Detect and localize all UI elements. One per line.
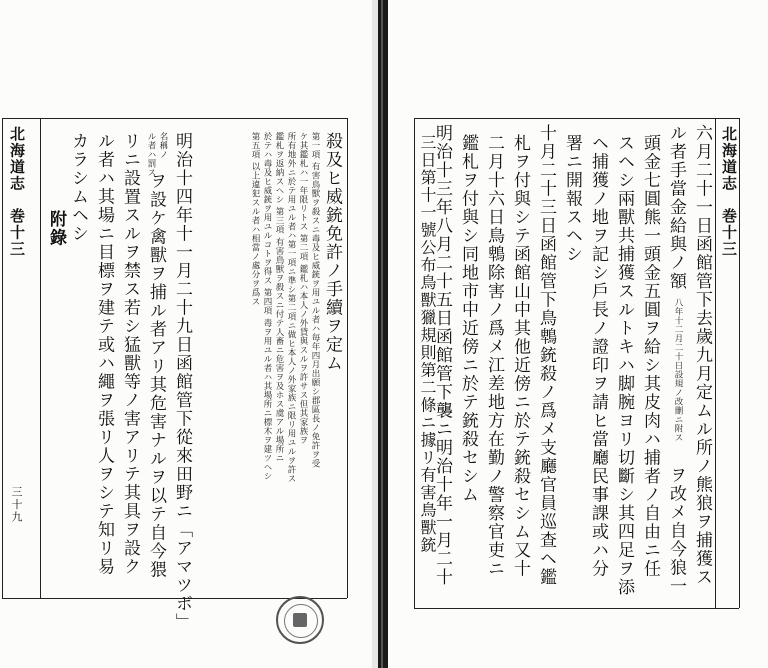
left-frame-top-line bbox=[2, 118, 347, 119]
right-header-column-line bbox=[715, 118, 716, 608]
left-running-head: 北海道志 bbox=[8, 126, 26, 192]
left-entry-2a: ヲ設ケ禽獸ヲ捕ル者アリ其危害ナルヲ以テ自今猥 bbox=[146, 172, 166, 579]
right-entry-2b: 札ヲ付與シテ函館山中其他近傍ニ於テ銃殺セシム又十 bbox=[510, 134, 530, 578]
right-page bbox=[388, 0, 768, 668]
left-page-number: 三十九 bbox=[10, 486, 23, 524]
right-entry-1e: スヘシ兩獸共捕獲スルトキハ脚腕ヨリ切斷シ其四足ヲ添 bbox=[614, 134, 634, 597]
right-note-1: 八年十二月二十日設規ノ改刪ニ附ス bbox=[673, 298, 683, 442]
left-note-1f: 第五項 以上違犯スル者ハ相當ノ處分ヲ爲ス bbox=[250, 132, 260, 307]
left-note-1e: 於テハ毒及ヒ威銃ヲ用ユルコトヲ得ス 第四項 毒ヲ用ユル者ハ其場所ニ標木ヲ建ツヘシ bbox=[262, 132, 272, 481]
left-volume-label: 巻十三 bbox=[8, 208, 26, 258]
right-entry-1g: 署ニ開報スヘシ bbox=[562, 134, 582, 264]
left-entry-2d: カラシムヘシ bbox=[68, 132, 88, 243]
right-frame-inner-line bbox=[414, 118, 415, 608]
right-entry-3b: 三日第十一號公布鳥獸獵規則第二條ニ據リ有害鳥獸銃 bbox=[418, 134, 437, 554]
right-entry-1f: ヘ捕獲ノ地ヲ記シ戶長ノ證印ヲ請ヒ當廳民事課或ハ分 bbox=[588, 134, 608, 578]
left-entry-1: 明治十四年十一月二十九日函館管下從來田野ニ「アマツボ」 bbox=[172, 132, 192, 632]
right-entry-3a: 明治十三年八月二十五日函館管下襲ニ明治十年一月二十 bbox=[432, 124, 452, 587]
left-header-column-line bbox=[40, 118, 41, 598]
right-entry-1b: ル者手當金給與ノ額 bbox=[666, 124, 686, 291]
right-entry-2d: 鑑札ヲ付與シ同地市中近傍ニ於テ銃殺セシム bbox=[458, 134, 478, 504]
left-note-1c: 所有地外ニ於テ用ユル者ハ第一項ニ準シ第二項ニ做ヒ本人ノ外家族ニ限リ用ユルヲ許ス bbox=[286, 132, 296, 483]
right-entry-2a: 十月二十三日函館管下鳥鵯銃殺ノ爲メ支廳官員巡查ヘ鑑 bbox=[536, 124, 556, 587]
right-running-head: 北海道志 bbox=[720, 126, 738, 192]
left-section-heading: 殺及ヒ威銃免許ノ手續ヲ定ム bbox=[322, 132, 342, 373]
left-note-1b: ケ其鑑札ハ一年限リトス 第二項 鑑札ハ本人ノ外貸與スルヲ許サス但其家族ヲ bbox=[298, 132, 308, 445]
left-entry-2c: ル者ハ其場ニ目標ヲ建テ或ハ繩ヲ張リ人ヲシテ知リ易 bbox=[94, 132, 114, 576]
library-seal-core bbox=[293, 613, 307, 627]
left-note-1d: 鑑札ヲ返納スヘシ 第三項 有害鳥獸ヲ殺スニ付テ人畜ニ危害ヲ及ホス虞アル場所ニ bbox=[274, 132, 284, 463]
right-frame-bottom-line bbox=[414, 608, 739, 609]
left-entry-2b: リニ設置スルヲ禁ス若シ猛獸等ノ害アリテ其具ヲ設ク bbox=[120, 132, 140, 576]
right-entry-1a: 六月二十一日函館管下去歲九月定ムル所ノ熊狼ヲ捕獲ス bbox=[692, 124, 712, 587]
book-gutter bbox=[378, 0, 388, 668]
left-page bbox=[0, 0, 378, 668]
library-seal-stamp bbox=[276, 596, 324, 644]
right-volume-label: 巻十三 bbox=[720, 208, 738, 258]
left-note-2a: 名稱ノ bbox=[158, 132, 168, 159]
right-frame-top-line bbox=[414, 118, 739, 119]
left-appendix-label: 附錄 bbox=[46, 210, 66, 247]
right-entry-1c: ヲ改メ自今狼一 bbox=[666, 466, 686, 596]
left-frame-outer-line bbox=[2, 118, 3, 598]
right-entry-1d: 頭金七圓熊一頭金五圓ヲ給シ其皮肉ハ捕者ノ自由ニ任 bbox=[640, 134, 660, 578]
right-frame-outer-line bbox=[739, 118, 740, 608]
left-frame-inner-line bbox=[347, 118, 348, 598]
left-note-1a: 第一項 有害鳥獸ヲ殺スニ毒及ヒ威銃ヲ用ユル者ハ毎年四月出願シ郡區長ノ免許ヲ受 bbox=[310, 132, 320, 469]
right-entry-2c: 二月十六日鳥鵯除害ノ爲メ江差地方在勤ノ警察官吏ニ bbox=[484, 134, 504, 578]
gutter-line bbox=[381, 0, 383, 668]
left-note-2b: ル者ハ罰ス bbox=[146, 132, 156, 177]
